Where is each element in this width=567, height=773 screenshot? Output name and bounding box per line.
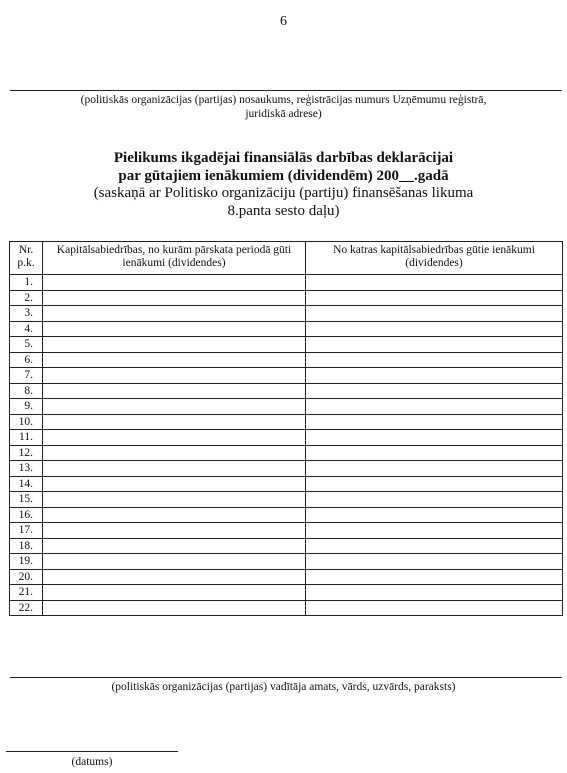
company-cell[interactable] bbox=[43, 275, 306, 291]
company-cell[interactable] bbox=[43, 600, 306, 616]
table-row bbox=[10, 507, 563, 523]
row-number-cell: 7. bbox=[10, 368, 43, 384]
row-number-cell: 21. bbox=[10, 585, 43, 601]
table-row bbox=[10, 569, 563, 585]
company-cell[interactable] bbox=[43, 461, 306, 477]
table-row bbox=[10, 492, 563, 508]
row-number-cell: 17. bbox=[10, 523, 43, 539]
column-header-income: No katras kapitālsabiedrības gūtie ienākumi (dividendes) bbox=[306, 242, 563, 275]
company-cell[interactable] bbox=[43, 399, 306, 415]
document-title bbox=[0, 150, 567, 220]
title-line1: Pielikums ikgadējai finansiālās darbības deklarācijai bbox=[113, 150, 454, 166]
org-name-line[interactable] bbox=[10, 90, 562, 91]
company-cell[interactable] bbox=[43, 445, 306, 461]
row-number-cell: 2. bbox=[10, 290, 43, 306]
income-cell[interactable] bbox=[306, 600, 563, 616]
table-row bbox=[10, 368, 563, 384]
income-cell[interactable] bbox=[306, 290, 563, 306]
company-cell[interactable] bbox=[43, 352, 306, 368]
row-number-cell: 16. bbox=[10, 507, 43, 523]
row-number-cell: 4. bbox=[10, 321, 43, 337]
table-row bbox=[10, 430, 563, 446]
row-number-cell: 22. bbox=[10, 600, 43, 616]
income-cell[interactable] bbox=[306, 523, 563, 539]
row-number-cell: 3. bbox=[10, 306, 43, 322]
row-number-cell: 19. bbox=[10, 554, 43, 570]
income-cell[interactable] bbox=[306, 507, 563, 523]
table-row bbox=[10, 445, 563, 461]
company-cell[interactable] bbox=[43, 585, 306, 601]
row-number-cell: 14. bbox=[10, 476, 43, 492]
income-cell[interactable] bbox=[306, 321, 563, 337]
table-row bbox=[10, 523, 563, 539]
row-number-cell: 13. bbox=[10, 461, 43, 477]
company-cell[interactable] bbox=[43, 492, 306, 508]
table-row bbox=[10, 321, 563, 337]
table-row bbox=[10, 461, 563, 477]
table-row bbox=[10, 554, 563, 570]
org-caption-line2: juridiskā adrese) bbox=[245, 108, 322, 120]
income-cell[interactable] bbox=[306, 585, 563, 601]
table-row bbox=[10, 337, 563, 353]
income-cell[interactable] bbox=[306, 368, 563, 384]
income-cell[interactable] bbox=[306, 414, 563, 430]
company-cell[interactable] bbox=[43, 306, 306, 322]
title-line2: par gūtajiem ienākumiem (dividendēm) 200__.gadā bbox=[118, 167, 449, 184]
company-cell[interactable] bbox=[43, 569, 306, 585]
table-row bbox=[10, 275, 563, 291]
income-cell[interactable] bbox=[306, 569, 563, 585]
column-header-company: Kapitālsabiedrības, no kurām pārskata periodā gūti ienākumi (dividendes) bbox=[43, 242, 306, 275]
company-cell[interactable] bbox=[43, 507, 306, 523]
table-header-row bbox=[10, 242, 563, 275]
company-cell[interactable] bbox=[43, 476, 306, 492]
income-cell[interactable] bbox=[306, 275, 563, 291]
row-number-cell: 6. bbox=[10, 352, 43, 368]
signature-line[interactable] bbox=[10, 677, 562, 678]
table-row bbox=[10, 414, 563, 430]
org-caption-line1: (politiskās organizācijas (partijas) nosaukums, reģistrācijas numurs Uzņēmumu reģistrā, bbox=[80, 94, 487, 106]
row-number-cell: 1. bbox=[10, 275, 43, 291]
income-cell[interactable] bbox=[306, 337, 563, 353]
title-line4: 8.panta sesto daļu) bbox=[227, 202, 340, 219]
company-cell[interactable] bbox=[43, 538, 306, 554]
income-cell[interactable] bbox=[306, 383, 563, 399]
table-body bbox=[10, 275, 563, 616]
org-name-caption bbox=[0, 93, 567, 121]
company-cell[interactable] bbox=[43, 414, 306, 430]
company-cell[interactable] bbox=[43, 337, 306, 353]
signature-caption: (politiskās organizācijas (partijas) vadītāja amats, vārds, uzvārds, paraksts) bbox=[111, 681, 456, 693]
table-row bbox=[10, 476, 563, 492]
company-cell[interactable] bbox=[43, 383, 306, 399]
row-number-cell: 20. bbox=[10, 569, 43, 585]
company-cell[interactable] bbox=[43, 321, 306, 337]
company-cell[interactable] bbox=[43, 523, 306, 539]
date-line[interactable] bbox=[6, 751, 178, 752]
income-cell[interactable] bbox=[306, 492, 563, 508]
company-cell[interactable] bbox=[43, 554, 306, 570]
column-header-nr: Nr. p.k. bbox=[10, 242, 43, 275]
income-cell[interactable] bbox=[306, 476, 563, 492]
table-row bbox=[10, 585, 563, 601]
income-cell[interactable] bbox=[306, 554, 563, 570]
company-cell[interactable] bbox=[43, 368, 306, 384]
table-row bbox=[10, 352, 563, 368]
row-number-cell: 12. bbox=[10, 445, 43, 461]
row-number-cell: 9. bbox=[10, 399, 43, 415]
income-cell[interactable] bbox=[306, 399, 563, 415]
row-number-cell: 11. bbox=[10, 430, 43, 446]
company-cell[interactable] bbox=[43, 290, 306, 306]
table-row bbox=[10, 399, 563, 415]
table-row bbox=[10, 383, 563, 399]
company-cell[interactable] bbox=[43, 430, 306, 446]
row-number-cell: 8. bbox=[10, 383, 43, 399]
page-number: 6 bbox=[280, 14, 287, 29]
income-cell[interactable] bbox=[306, 306, 563, 322]
table-row bbox=[10, 600, 563, 616]
date-caption: (datums) bbox=[71, 756, 113, 768]
title-line3: (saskaņā ar Politisko organizāciju (partiju) finansēšanas likuma bbox=[93, 185, 474, 201]
table-row bbox=[10, 306, 563, 322]
income-cell[interactable] bbox=[306, 461, 563, 477]
row-number-cell: 15. bbox=[10, 492, 43, 508]
row-number-cell: 18. bbox=[10, 538, 43, 554]
income-cell[interactable] bbox=[306, 445, 563, 461]
table-row bbox=[10, 290, 563, 306]
dividends-table bbox=[9, 241, 563, 616]
row-number-cell: 5. bbox=[10, 337, 43, 353]
row-number-cell: 10. bbox=[10, 414, 43, 430]
table-row bbox=[10, 538, 563, 554]
income-cell[interactable] bbox=[306, 430, 563, 446]
income-cell[interactable] bbox=[306, 352, 563, 368]
income-cell[interactable] bbox=[306, 538, 563, 554]
